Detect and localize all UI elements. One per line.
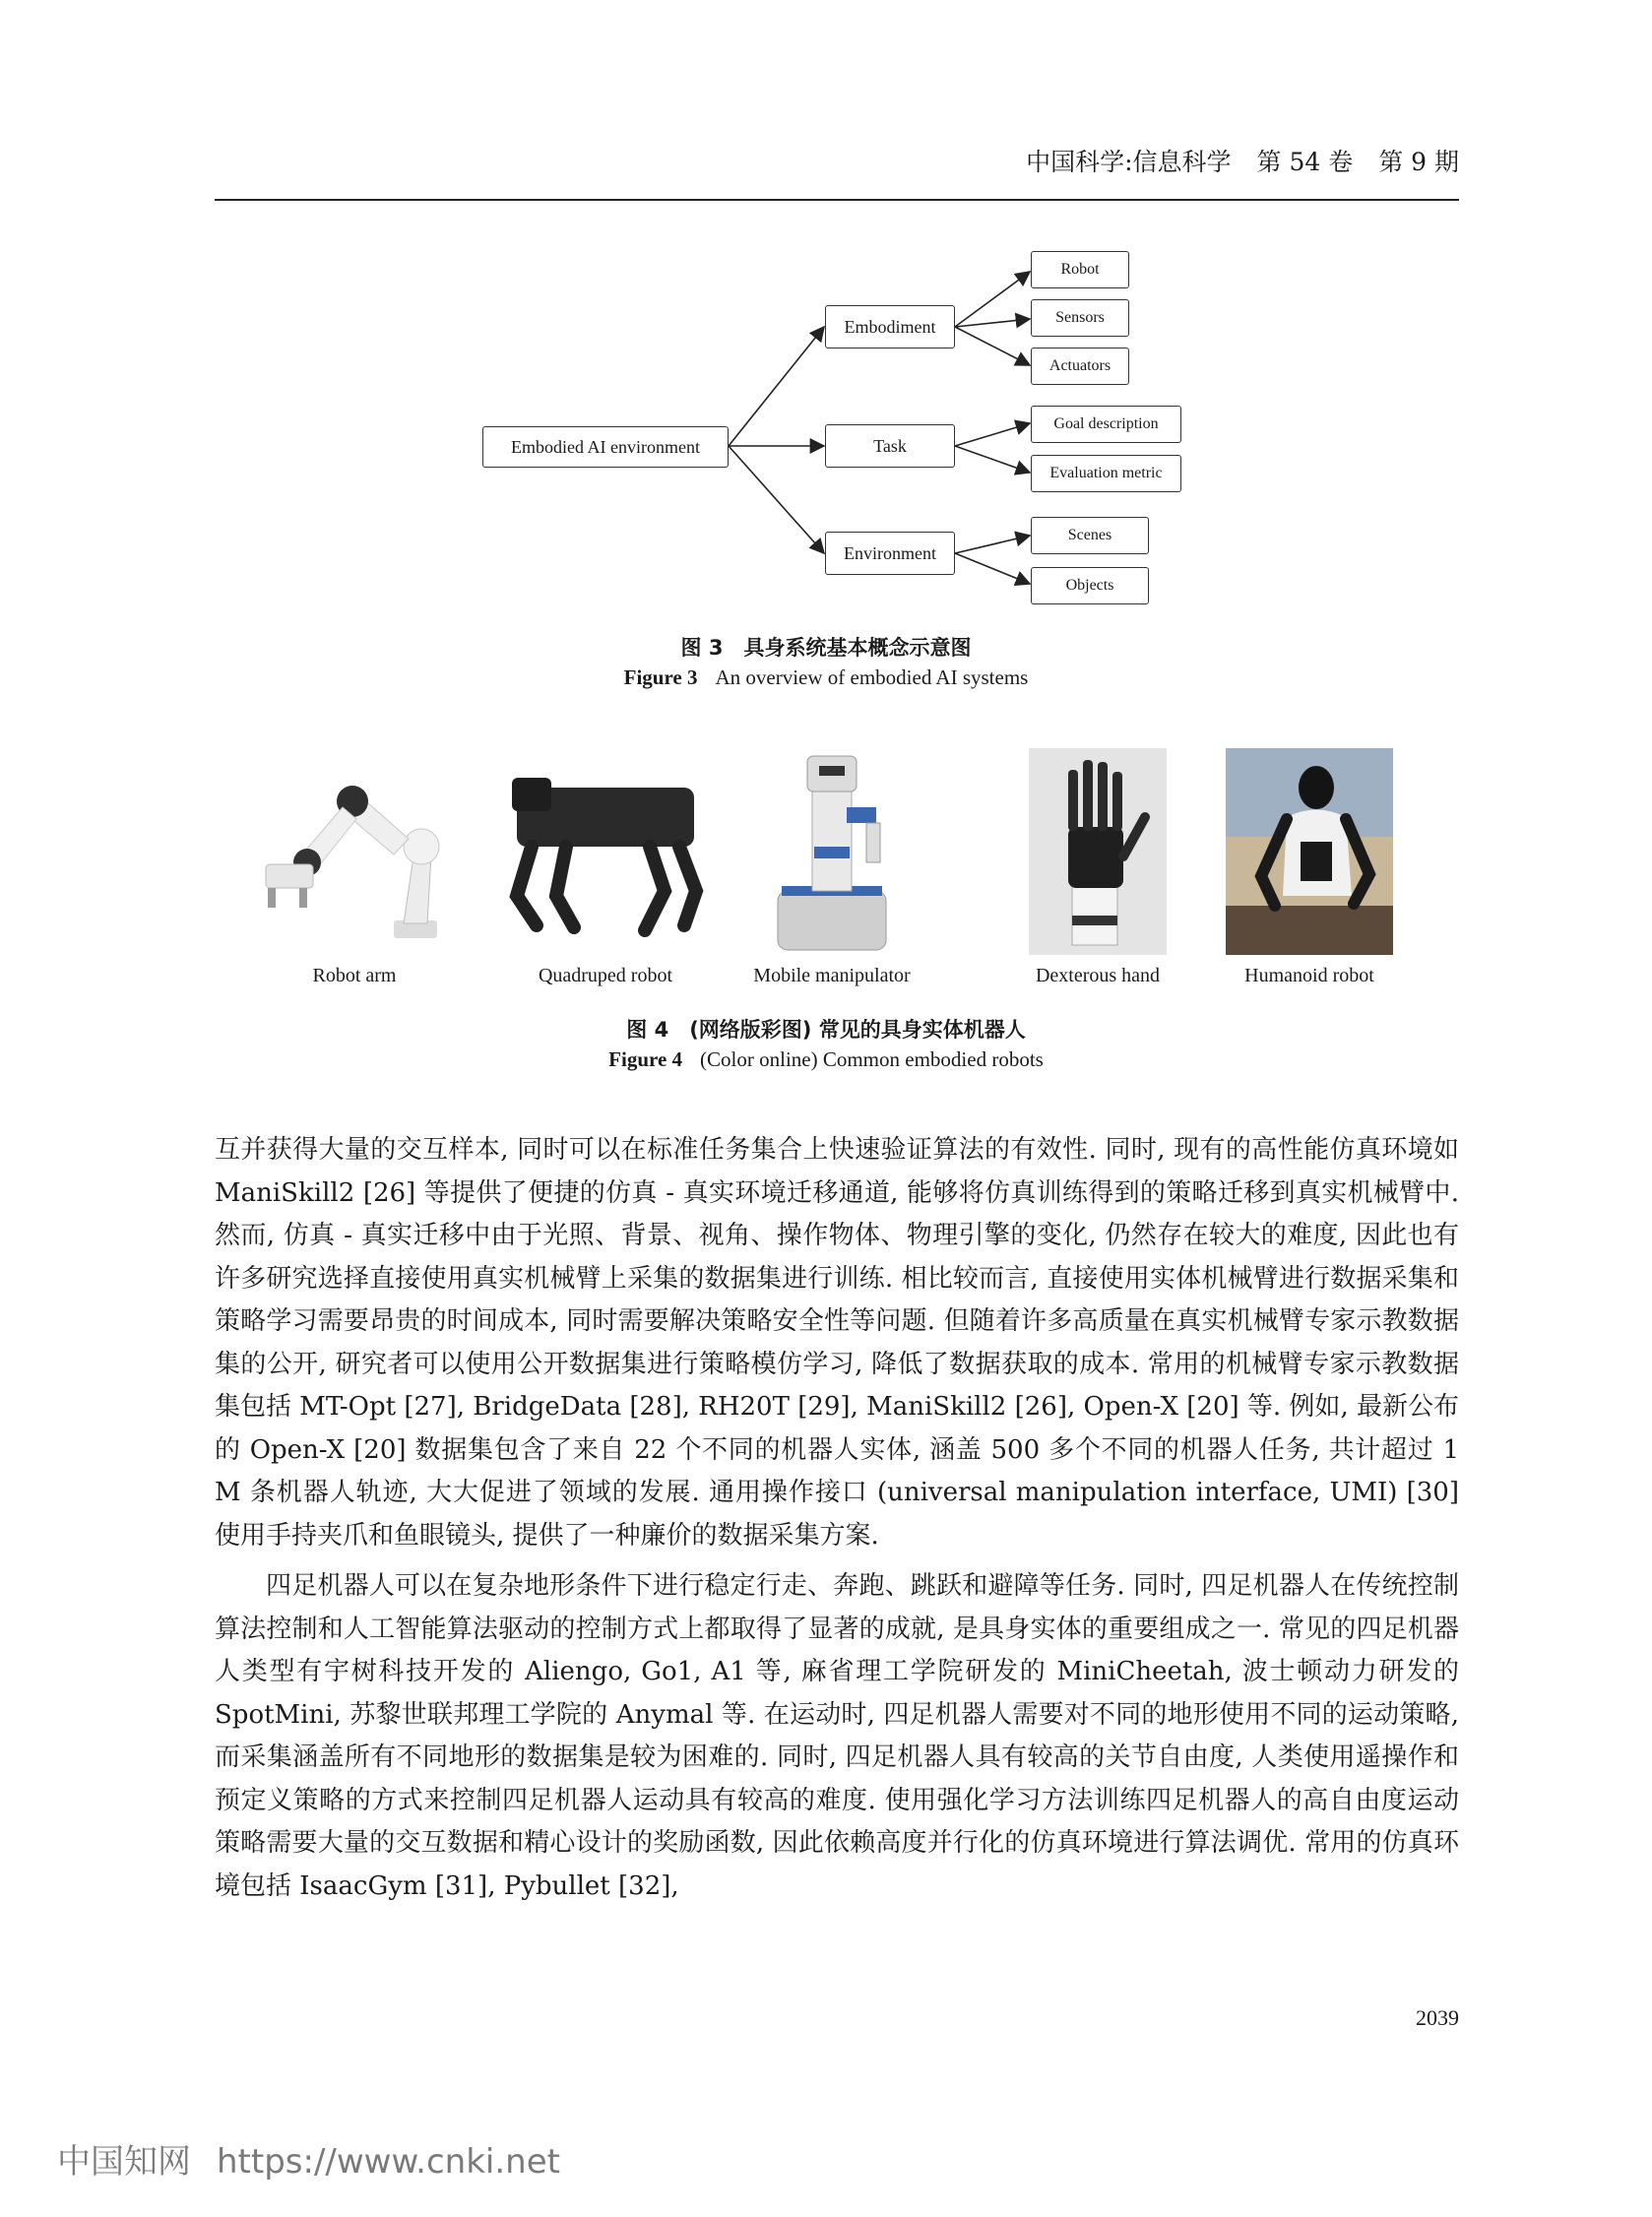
node-evaluation-metric: Evaluation metric <box>1031 455 1181 492</box>
node-actuators: Actuators <box>1031 348 1129 385</box>
figure-3-label: Figure 3 <box>623 665 698 689</box>
robot-label-humanoid: Humanoid robot <box>1244 965 1374 986</box>
issue: 第 9 期 <box>1378 148 1459 176</box>
paragraph-1: 互并获得大量的交互样本, 同时可以在标准任务集合上快速验证算法的有效性. 同时, 现有的高性能仿真环境如 ManiSkill2 [26] 等提供了便捷的仿真 - 真实环境迁移通道, 能够将仿真训练得到的策略迁移到真实机械臂中. 然而, 仿真 - 真实迁移中由于光照、背景、视角、操作物体、物理引擎的变化, 仍然存在较大的难度, 因此也有许多研究选择直接使用真实机械臂上采集的数据集进行训练. 相比较而言, 直接使用实体机械臂进行数据采集和策略学习需要昂贵的时间成本, 同时需要解决策略安全性等问题. 但随着许多高质量在真实机械臂专家示教数据集的公开, 研究者可以使用公开数据集进行策略模仿学习, 降低了数据获取的成本. 常用的机械臂专家示教数据集包括 MT-Opt [27], BridgeData [28], RH20T [29], ManiSkill2 [26], Open-X [20] 等. 例如, 最新公布的 Open-X [20] 数据集包含了来自 22 个不同的机器人实体, 涵盖 500 多个不同的机器人任务, 共计超过 1 M 条机器人轨迹, 大大促进了领域的发展. 通用操作接口 (universal manipulation interface, UMI) [30] 使用手持夹爪和鱼眼镜头, 提供了一种廉价的数据采集方案. <box>215 1135 1459 1551</box>
node-scenes: Scenes <box>1031 517 1149 554</box>
arrow-embodiment-robot <box>955 272 1030 327</box>
journal-name: 中国科学:信息科学 <box>1026 148 1232 176</box>
node-sensors: Sensors <box>1031 299 1129 337</box>
figure-3-caption-en <box>0 665 1652 690</box>
robot-label-mobile-manipulator: Mobile manipulator <box>753 965 911 986</box>
mobile-manipulator-image <box>768 748 896 955</box>
node-embodiment: Embodiment <box>825 305 955 348</box>
arrow-embodiment-sensors <box>955 319 1030 327</box>
arrow-task-metric <box>955 446 1030 473</box>
page-number: 2039 <box>1416 2005 1459 2030</box>
watermark <box>57 2134 560 2183</box>
watermark-site: 中国知网 <box>57 2142 191 2182</box>
figure-3-caption-zh: 图 3 具身系统基本概念示意图 <box>680 636 972 660</box>
arrow-env-scenes <box>955 536 1030 553</box>
node-goal-description: Goal description <box>1031 406 1181 443</box>
node-root: Embodied AI environment <box>482 426 729 468</box>
arrow-root-embodiment <box>729 327 824 446</box>
arrow-embodiment-actuators <box>955 327 1030 365</box>
body-text <box>215 1129 1459 1908</box>
figure-4-caption-en <box>0 1047 1652 1072</box>
robot-label-quadruped: Quadruped robot <box>538 965 673 986</box>
node-task: Task <box>825 424 955 468</box>
figure-4-images <box>246 748 1408 994</box>
volume: 第 54 卷 <box>1256 148 1354 176</box>
figure-3-diagram <box>473 236 1201 630</box>
node-objects: Objects <box>1031 567 1149 604</box>
figure-4-caption-zh: 图 4 (网络版彩图) 常见的具身实体机器人 <box>626 1018 1026 1042</box>
paragraph-2: 四足机器人可以在复杂地形条件下进行稳定行走、奔跑、跳跃和避障等任务. 同时, 四足机器人在传统控制算法控制和人工智能算法驱动的控制方式上都取得了显著的成就, 是具身实体的重要组成之一. 常见的四足机器人类型有宇树科技开发的 Aliengo, Go1, A1 等, 麻省理工学院研发的 MiniCheetah, 波士顿动力研发的 SpotMini, 苏黎世联邦理工学院的 Anymal 等. 在运动时, 四足机器人需要对不同的地形使用不同的运动策略, 而采集涵盖所有不同地形的数据集是较为困难的. 同时, 四足机器人具有较高的关节自由度, 人类使用遥操作和预定义策略的方式来控制四足机器人运动具有较高的难度. 使用强化学习方法训练四足机器人的高自由度运动策略需要大量的交互数据和精心设计的奖励函数, 因此依赖高度并行化的仿真环境进行算法调优. 常用的仿真环境包括 IsaacGym [31], Pybullet [32], <box>215 1571 1459 1901</box>
node-environment: Environment <box>825 532 955 575</box>
figure-4-caption-text: (Color online) Common embodied robots <box>700 1047 1044 1071</box>
figure-3-caption-text: An overview of embodied AI systems <box>715 665 1029 689</box>
quadruped-robot-image <box>487 748 724 955</box>
robot-arm-image <box>246 748 463 955</box>
figure-4-label: Figure 4 <box>608 1047 683 1071</box>
arrow-root-environment <box>729 446 824 553</box>
arrow-env-objects <box>955 553 1030 584</box>
watermark-url: https://www.cnki.net <box>217 2142 560 2182</box>
humanoid-robot-image <box>1226 748 1393 955</box>
arrow-task-goal <box>955 423 1030 446</box>
robot-label-dexterous-hand: Dexterous hand <box>1035 965 1161 986</box>
running-header <box>215 148 1459 201</box>
dexterous-hand-image <box>1029 748 1167 955</box>
node-robot: Robot <box>1031 251 1129 288</box>
robot-label-arm: Robot arm <box>312 965 397 986</box>
